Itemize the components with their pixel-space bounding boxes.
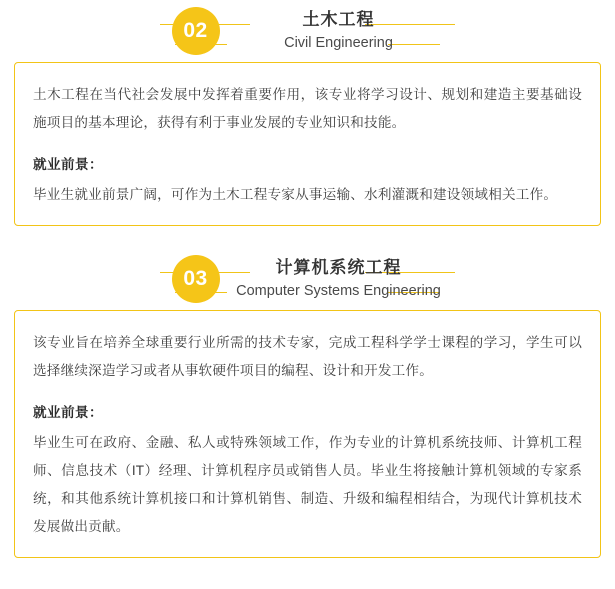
section-title-cn: 土木工程 bbox=[302, 10, 375, 29]
section-title-en: Computer Systems Engineering bbox=[236, 283, 441, 299]
section-titles bbox=[234, 9, 444, 53]
section-card bbox=[14, 310, 601, 558]
section-header bbox=[0, 0, 615, 62]
section-prospect-text: 毕业生可在政府、金融、私人或特殊领域工作，作为专业的计算机系统技师、计算机工程师、信息技术（IT）经理、计算机程序员或销售人员。毕业生将接触计算机领域的专家系统，和其他系统计算机接口和计算机销售、制造、升级和编程相结合，为现代计算机技术发展做出贡献。 bbox=[33, 435, 582, 534]
section-title-cn: 计算机系统工程 bbox=[275, 258, 402, 277]
section-card bbox=[14, 62, 601, 226]
section-titles bbox=[234, 257, 444, 301]
section-header bbox=[0, 248, 615, 310]
section-spacer bbox=[0, 226, 615, 248]
section-number-badge: 02 bbox=[172, 7, 220, 55]
section-civil-engineering bbox=[0, 0, 615, 226]
section-body-text: 土木工程在当代社会发展中发挥着重要作用，该专业将学习设计、规划和建造主要基础设施项目的基本理论，获得有利于事业发展的专业知识和技能。 bbox=[33, 87, 582, 130]
section-title-en: Civil Engineering bbox=[284, 35, 393, 51]
section-body-text: 该专业旨在培养全球重要行业所需的技术专家，完成工程科学学士课程的学习，学生可以选择继续深造学习或者从事软硬件项目的编程、设计和开发工作。 bbox=[33, 335, 582, 378]
section-prospect-text: 毕业生就业前景广阔，可作为土木工程专家从事运输、水利灌溉和建设领域相关工作。 bbox=[33, 187, 558, 202]
section-computer-systems-engineering bbox=[0, 248, 615, 558]
section-number-badge: 03 bbox=[172, 255, 220, 303]
section-subheading: 就业前景： bbox=[33, 157, 103, 172]
section-subheading: 就业前景： bbox=[33, 405, 103, 420]
